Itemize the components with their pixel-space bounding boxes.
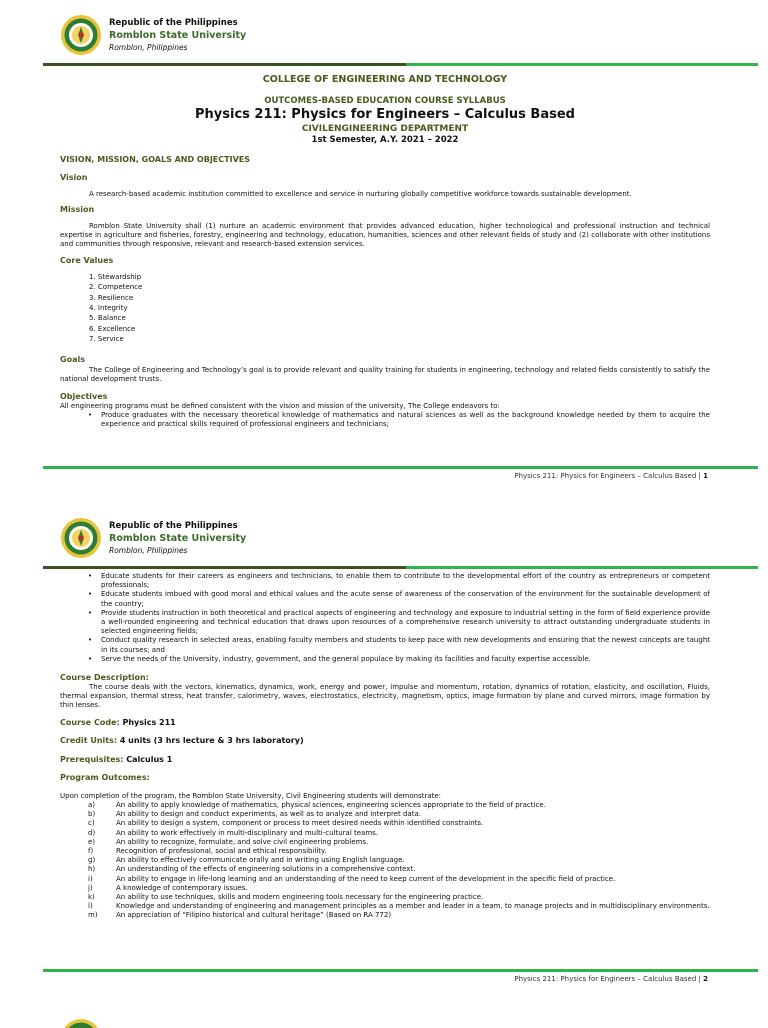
footer-rule [43,466,758,469]
university-location: Romblon, Philippines [109,546,246,556]
university-seal-icon [60,517,102,559]
obe-title: OUTCOMES-BASED EDUCATION COURSE SYLLABUS [60,96,710,107]
list-item: 7. Service [89,334,710,344]
outcome-letter: f) [88,847,116,856]
list-item [88,819,710,828]
core-values-list [89,272,710,345]
program-outcomes-list [88,801,710,921]
college-title: COLLEGE OF ENGINEERING AND TECHNOLOGY [60,74,710,86]
objectives-list-continued [88,572,710,664]
letterhead [60,12,740,58]
program-outcomes-heading: Program Outcomes: [60,773,710,783]
header-rule [43,63,758,67]
outcome-text: An ability to design and conduct experiments, as well as to analyze and interpret data. [116,810,710,819]
objectives-heading: Objectives [60,392,710,402]
list-item: 3. Resilience [89,293,710,303]
objectives-intro: All engineering programs must be defined consistent with the vision and mission of the university, The College endeavors to: [60,402,710,411]
university-name: Romblon State University [109,533,246,545]
university-location: Romblon, Philippines [109,43,246,53]
footer-text: Physics 211: Physics for Engineers – Calculus Based | [514,472,703,480]
outcome-text: An ability to engage in life-long learning and an understanding of the need to keep current of the development in the specific field of practice. [116,875,710,884]
goals-heading: Goals [60,355,710,365]
republic-text: Republic of the Philippines [109,18,246,29]
objectives-list [88,411,710,429]
outcome-text: An ability to effectively communicate orally and in writing using English language. [116,856,710,865]
list-item [88,801,710,810]
vmgo-heading: VISION, MISSION, GOALS AND OBJECTIVES [60,155,710,165]
outcome-text: A knowledge of contemporary issues. [116,884,710,893]
footer-rule [43,969,758,972]
vision-heading: Vision [60,173,710,183]
mission-heading: Mission [60,205,710,215]
outcome-letter: e) [88,838,116,847]
university-seal-icon [60,14,102,56]
page-2-body [60,572,710,921]
letterhead [60,515,740,561]
page-1-body [60,74,710,429]
goals-text: The College of Engineering and Technology’s goal is to provide relevant and quality training for students in engineering, technology and related fields consistently to satisfy the national development trusts. [60,366,710,384]
list-item: • Provide students instruction in both theoretical and practical aspects of engineering and technology and exposure to industrial setting in the form of field experience provide a well-rounded engineering and technical education that draws upon resources of a comprehensive research university to attract outstanding undergraduate students in selected engineering fields; [88,609,710,637]
page-footer [514,472,708,481]
department-title: CIVILENGINEERING DEPARTMENT [60,124,710,136]
course-code: Course Code: Physics 211 [60,718,710,728]
list-item [88,884,710,893]
list-item: 6. Excellence [89,324,710,334]
outcome-letter: i) [88,875,116,884]
list-item: • Educate students for their careers as engineers and technicians, to enable them to contribute to the developmental effort of the country as entrepreneurs or competent professionals; [88,572,710,590]
list-item [88,865,710,874]
list-item [88,911,710,920]
list-item [88,847,710,856]
footer-text: Physics 211: Physics for Engineers – Calculus Based | [514,975,703,983]
list-item: 5. Balance [89,313,710,323]
outcome-letter: g) [88,856,116,865]
list-item [88,875,710,884]
outcome-letter: l) [88,902,116,911]
list-item: 1. Stewardship [89,272,710,282]
outcome-letter: c) [88,819,116,828]
course-title: Physics 211: Physics for Engineers – Calculus Based [60,107,710,124]
program-outcomes-intro: Upon completion of the program, the Romblon State University, Civil Engineering students will demonstrate: [60,792,710,801]
outcome-text: An ability to use techniques, skills and modern engineering tools necessary for the engineering practice. [116,893,710,902]
next-page-seal-icon [60,1018,102,1028]
list-item [88,902,710,911]
mission-text: Romblon State University shall (1) nurture an academic environment that provides advanced education, higher technological and professional instruction and technical expertise in agriculture and fisheries, forestry, engineering and technology, education, humanities, sciences and other relevant fields of study and (2) collaborate with other institutions and communities through responsive, relevant and research-based extension services. [60,222,710,249]
list-item [88,829,710,838]
page-footer [514,975,708,984]
republic-text: Republic of the Philippines [109,521,246,532]
university-name: Romblon State University [109,30,246,42]
list-item: • Produce graduates with the necessary theoretical knowledge of mathematics and natural sciences as well as the background knowledge needed by them to acquire the experience and practical skills required of professional engineers and technicians; [88,411,710,429]
vision-text: A research-based academic institution committed to excellence and service in nurturing globally competitive workforce towards sustainable development. [60,190,710,199]
outcome-text: An ability to design a system, component or process to meet desired needs within identified constraints. [116,819,710,828]
list-item [88,856,710,865]
core-values-heading: Core Values [60,256,710,266]
page-1 [0,0,768,500]
outcome-letter: m) [88,911,116,920]
outcome-text: An understanding of the effects of engineering solutions in a comprehensive context. [116,865,710,874]
course-description-text: The course deals with the vectors, kinematics, dynamics, work, energy and power, impulse and momentum, rotation, dynamics of rotation, elasticity, and oscillation, Fluids, thermal expansion, thermal stress, heat transfer, calorimetry, waves, electrostatics, electricity, magnetism, optics, image formation by plane and curved mirrors, image formation by thin lenses. [60,683,710,710]
outcome-letter: j) [88,884,116,893]
outcome-letter: k) [88,893,116,902]
page-number: 2 [703,975,708,983]
outcome-letter: b) [88,810,116,819]
list-item: 2. Competence [89,282,710,292]
outcome-text: An appreciation of “Filipino historical and cultural heritage” (Based on RA 772) [116,911,710,920]
list-item: • Conduct quality research in selected areas, enabling faculty members and students to keep pace with new developments and ensuring that the newest concepts are taught in its courses; and [88,636,710,654]
outcome-letter: h) [88,865,116,874]
outcome-text: Knowledge and understanding of engineering and management principles as a member and leader in a team, to manage projects and in multidisciplinary environments. [116,902,710,911]
course-description-heading: Course Description: [60,673,710,683]
outcome-letter: d) [88,829,116,838]
page-number: 1 [703,472,708,480]
list-item [88,810,710,819]
outcome-text: An ability to recognize, formulate, and solve civil engineering problems. [116,838,710,847]
credit-units: Credit Units: 4 units (3 hrs lecture & 3 hrs laboratory) [60,736,710,746]
semester: 1st Semester, A.Y. 2021 – 2022 [60,135,710,146]
list-item [88,838,710,847]
header-rule [43,566,758,570]
list-item: • Educate students imbued with good moral and ethical values and the acute sense of awareness of the conservation of the environment for the sustainable development of the country; [88,590,710,608]
list-item: • Serve the needs of the University, industry, government, and the general populace by making its facilities and faculty expertise accessible. [88,655,710,664]
outcome-text: An ability to apply knowledge of mathematics, physical sciences, engineering sciences appropriate to the field of practice. [116,801,710,810]
outcome-text: Recognition of professional, social and ethical responsibility. [116,847,710,856]
list-item [88,893,710,902]
outcome-text: An ability to work effectively in multi-disciplinary and multi-cultural teams. [116,829,710,838]
list-item: 4. Integrity [89,303,710,313]
prerequisites: Prerequisites: Calculus 1 [60,755,710,765]
page-2 [0,500,768,1024]
outcome-letter: a) [88,801,116,810]
